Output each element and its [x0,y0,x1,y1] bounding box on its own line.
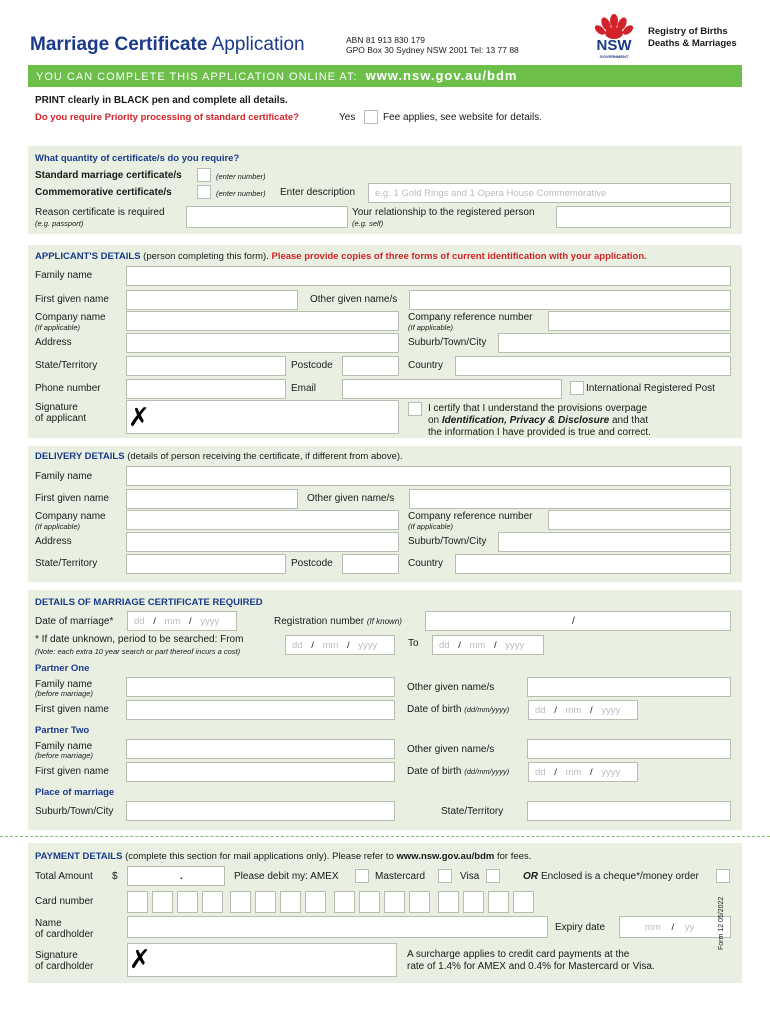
card-number-label: Card number [35,896,94,907]
reason-input[interactable] [186,206,348,228]
delivery-address-input[interactable] [126,532,399,552]
place-suburb-input[interactable] [126,801,395,821]
partner-two-dob-format: (dd/mm/yyyy) [464,767,510,776]
expiry-yy: yy [684,922,695,933]
partner-one-dob-placeholder [535,705,620,717]
form-title-bold: Marriage Certificate [30,34,208,55]
total-amount-input[interactable] [127,866,225,886]
cardholder-signature-cross-icon: ✗ [129,945,151,975]
partner-two-other-names-input[interactable] [527,739,731,759]
delivery-first-name-label: First given name [35,493,109,504]
card-digit-2[interactable] [152,891,173,913]
applicant-company-ref-input[interactable] [548,311,731,331]
nsw-logo-text: NSW [596,37,632,54]
partner-one-dob-format: (dd/mm/yyyy) [464,705,510,714]
card-digit-11[interactable] [384,891,405,913]
payment-heading-title: PAYMENT DETAILS [35,851,123,862]
registry-line-2: Deaths & Marriages [648,38,737,49]
date-of-marriage-label: Date of marriage* [35,616,114,627]
cardholder-signature-label-2: of cardholder [35,961,94,972]
applicant-postcode-label: Postcode [291,360,333,371]
applicant-state-label: State/Territory [35,360,98,371]
delivery-company-ref-if-applicable: (If applicable) [408,522,454,531]
applicant-heading [35,251,647,263]
from-slash-1: / [311,640,314,651]
card-digit-13[interactable] [438,891,459,913]
registry-name [648,26,737,50]
delivery-country-input[interactable] [455,554,731,574]
online-banner-text: YOU CAN COMPLETE THIS APPLICATION ONLINE AT: [36,71,358,83]
certify-line-1: I certify that I understand the provisions overpage [428,403,648,414]
applicant-company-label: Company name [35,312,106,323]
payment-heading-end: for fees. [496,851,532,862]
p1-slash-2: / [589,705,593,716]
surcharge-note-1: A surcharge applies to credit card payments at the [407,949,630,960]
delivery-state-input[interactable] [126,554,286,574]
certify-line-2 [428,415,648,427]
p1-dd: dd [535,705,546,716]
partner-one-first-name-label: First given name [35,704,109,715]
place-heading: Place of marriage [35,787,115,798]
card-digit-12[interactable] [409,891,430,913]
applicant-company-ref-if-applicable: (If applicable) [408,323,454,332]
p2-slash-2: / [589,767,593,778]
dollar-sign: $ [112,871,118,882]
applicant-suburb-input[interactable] [498,333,731,353]
registry-line-1: Registry of Births [648,26,728,37]
card-digit-10[interactable] [359,891,380,913]
partner-two-first-name-label: First given name [35,766,109,777]
partner-one-other-names-input[interactable] [527,677,731,697]
place-state-input[interactable] [527,801,731,821]
partner-two-dob-label [407,766,509,778]
period-note: (Note: each extra 10 year search or part thereof incurs a cost) [35,647,241,656]
delivery-company-ref-input[interactable] [548,510,731,530]
from-slash-2: / [346,640,350,651]
standard-certificate-label: Standard marriage certificate/s [35,170,182,181]
delivery-postcode-input[interactable] [342,554,399,574]
tear-line [0,836,770,837]
commemorative-quantity-input[interactable] [197,185,211,199]
registration-number-label [274,616,402,628]
applicant-company-input[interactable] [126,311,399,331]
delivery-family-name-input[interactable] [126,466,731,486]
place-suburb-label: Suburb/Town/City [35,806,114,817]
card-digit-4[interactable] [202,891,223,913]
from-mm: mm [322,640,339,651]
applicant-first-name-input[interactable] [126,290,298,310]
relationship-label: Your relationship to the registered person [352,207,535,218]
cardholder-name-input[interactable] [127,916,548,938]
applicant-postcode-input[interactable] [342,356,399,376]
marriage-heading: DETAILS OF MARRIAGE CERTIFICATE REQUIRED [35,597,263,608]
card-digit-1[interactable] [127,891,148,913]
card-number-digits [127,891,547,913]
applicant-email-label: Email [291,383,317,394]
amex-checkbox[interactable] [355,869,369,883]
partner-two-other-names-label: Other given name/s [407,744,495,755]
expiry-slash: / [671,922,675,933]
card-digit-16[interactable] [513,891,534,913]
priority-fee-note: Fee applies, see website for details. [383,112,542,123]
period-from-placeholder [292,640,377,652]
total-amount-label: Total Amount [35,871,93,882]
p2-yyyy: yyyy [601,767,621,778]
form-title-regular: Application [207,34,305,55]
delivery-company-ref-label: Company reference number [408,511,533,522]
online-banner-url[interactable]: www.nsw.gov.au/bdm [365,68,518,83]
registration-if-known: (If known) [366,617,402,626]
form-title [30,34,305,56]
applicant-country-label: Country [408,360,444,371]
card-digit-15[interactable] [488,891,509,913]
marriage-dd: dd [134,616,145,627]
relationship-example: (e.g. self) [352,219,384,228]
to-mm: mm [469,640,486,651]
marriage-mm: mm [164,616,181,627]
applicant-first-name-label: First given name [35,294,109,305]
partner-two-dob-placeholder [535,767,620,779]
card-digit-9[interactable] [334,891,355,913]
priority-question: Do you require Priority processing of standard certificate? [35,112,299,123]
period-label: * If date unknown, period to be searched: From [35,634,244,645]
surcharge-note-2: rate of 1.4% for AMEX and 0.4% for Mastercard or Visa. [407,961,655,972]
cardholder-name-label-2: of cardholder [35,929,94,940]
marriage-slash-1: / [153,616,156,627]
nsw-logo-sub: GOVERNMENT [599,54,629,59]
delivery-other-names-label: Other given name/s [307,493,395,504]
commemorative-description-placeholder: e.g. 1 Gold Rings and 1 Opera House Commemorative [375,188,607,199]
partner-two-family-label: Family name [35,741,93,752]
delivery-company-if-applicable: (If applicable) [35,522,81,531]
to-yyyy: yyyy [505,640,525,651]
p2-dd: dd [535,767,546,778]
commemorative-certificate-label: Commemorative certificate/s [35,187,172,198]
relationship-input[interactable] [556,206,731,228]
applicant-family-name-label: Family name [35,270,93,281]
certify-line-2-emphasis: Identification, Privacy & Disclosure [441,415,610,426]
visa-checkbox[interactable] [486,869,500,883]
delivery-address-label: Address [35,536,72,547]
partner-one-dob-text: Date of birth [407,704,462,715]
international-post-label: International Registered Post [586,383,715,394]
delivery-postcode-label: Postcode [291,558,333,569]
delivery-heading-title: DELIVERY DETAILS [35,451,125,462]
partner-two-first-name-input[interactable] [126,762,395,782]
partner-two-family-input[interactable] [126,739,395,759]
partner-one-first-name-input[interactable] [126,700,395,720]
expiry-label: Expiry date [555,922,606,933]
partner-one-before-marriage: (before marriage) [35,689,93,698]
delivery-suburb-label: Suburb/Town/City [408,536,487,547]
applicant-suburb-label: Suburb/Town/City [408,337,487,348]
card-digit-8[interactable] [305,891,326,913]
partner-one-family-input[interactable] [126,677,395,697]
registration-number-text: Registration number [274,616,365,627]
applicant-heading-note: (person completing this form). [143,251,269,262]
delivery-heading [35,451,403,463]
debit-label: Please debit my: AMEX [234,871,339,882]
certify-line-2-post: and that [609,415,649,426]
card-digit-5[interactable] [230,891,251,913]
applicant-signature-cross-icon: ✗ [128,403,150,433]
applicant-heading-warning: Please provide copies of three forms of current identification with your application. [271,251,647,262]
period-to-placeholder [439,640,524,652]
certify-line-2-pre: on [428,415,442,426]
delivery-state-label: State/Territory [35,558,98,569]
standard-enter-number: (enter number) [216,172,266,181]
to-slash-1: / [458,640,461,651]
applicant-signature-label-1: Signature [35,402,78,413]
delivery-suburb-input[interactable] [498,532,731,552]
print-note: PRINT clearly in BLACK pen and complete all details. [35,95,288,106]
registration-number-slash: / [572,616,575,627]
delivery-family-name-label: Family name [35,471,93,482]
date-of-marriage-placeholder [134,616,219,628]
partner-two-dob-text: Date of birth [407,766,462,777]
applicant-signature-label-2: of applicant [35,413,87,424]
delivery-country-label: Country [408,558,444,569]
nsw-logo [592,14,636,60]
visa-label: Visa [460,871,480,882]
from-yyyy: yyyy [358,640,378,651]
applicant-phone-label: Phone number [35,383,101,394]
payment-heading-note: (complete this section for mail applications only). Please refer to [125,851,394,862]
certify-line-3: the information I have provided is true and correct. [428,427,651,438]
card-digit-14[interactable] [463,891,484,913]
cardholder-signature-label-1: Signature [35,950,78,961]
p1-yyyy: yyyy [601,705,621,716]
applicant-signature-input[interactable] [126,400,399,434]
reason-example: (e.g. passport) [35,219,84,228]
delivery-first-name-input[interactable] [126,489,298,509]
payment-heading [35,851,531,863]
reason-label: Reason certificate is required [35,207,165,218]
partner-one-other-names-label: Other given name/s [407,682,495,693]
priority-yes-checkbox[interactable] [364,110,378,124]
period-to-label: To [408,638,419,649]
applicant-phone-input[interactable] [126,379,286,399]
applicant-country-input[interactable] [455,356,731,376]
partner-two-heading: Partner Two [35,725,90,736]
delivery-other-names-input[interactable] [409,489,731,509]
applicant-heading-title: APPLICANT'S DETAILS [35,251,141,262]
payment-heading-url[interactable]: www.nsw.gov.au/bdm [396,851,495,862]
delivery-company-input[interactable] [126,510,399,530]
delivery-heading-note: (details of person receiving the certificate, if different from above). [127,451,403,462]
applicant-company-ref-label: Company reference number [408,312,533,323]
card-digit-6[interactable] [255,891,276,913]
cheque-label: Enclosed is a cheque*/money order [541,871,699,882]
expiry-mm: mm [645,922,661,933]
online-banner [28,65,742,87]
enter-description-label: Enter description [280,187,356,198]
delivery-company-label: Company name [35,511,106,522]
mastercard-checkbox[interactable] [438,869,452,883]
from-dd: dd [292,640,303,651]
applicant-address-input[interactable] [126,333,399,353]
applicant-state-input[interactable] [126,356,286,376]
priority-yes-label: Yes [339,112,356,123]
international-post-checkbox[interactable] [570,381,584,395]
place-state-label: State/Territory [441,806,504,817]
applicant-company-if-applicable: (If applicable) [35,323,81,332]
p2-slash-1: / [554,767,557,778]
p1-slash-1: / [554,705,557,716]
quantity-question: What quantity of certificate/s do you require? [35,153,240,164]
p1-mm: mm [565,705,582,716]
partner-one-heading: Partner One [35,663,90,674]
partner-two-before-marriage: (before marriage) [35,751,93,760]
cardholder-name-label-1: Name [35,918,62,929]
partner-one-family-label: Family name [35,679,93,690]
mastercard-label: Mastercard [375,871,426,882]
registration-number-input[interactable] [425,611,731,631]
p2-mm: mm [565,767,582,778]
to-slash-2: / [493,640,497,651]
to-dd: dd [439,640,450,651]
card-digit-7[interactable] [280,891,301,913]
card-digit-3[interactable] [177,891,198,913]
certify-checkbox[interactable] [408,402,422,416]
standard-quantity-input[interactable] [197,168,211,182]
applicant-email-input[interactable] [342,379,562,399]
abn-text: ABN 81 913 830 179 [346,35,425,45]
applicant-address-label: Address [35,337,72,348]
partner-one-dob-label [407,704,509,716]
expiry-placeholder [645,922,694,934]
form-code: Form 12 05/2022 [718,896,725,950]
applicant-family-name-input[interactable] [126,266,731,286]
marriage-slash-2: / [188,616,192,627]
cardholder-signature-input[interactable] [127,943,397,977]
total-amount-decimal: . [180,871,183,882]
or-label: OR [523,871,538,882]
postal-address: GPO Box 30 Sydney NSW 2001 Tel: 13 77 88 [346,45,519,55]
marriage-yyyy: yyyy [200,616,220,627]
applicant-other-names-input[interactable] [409,290,731,310]
applicant-other-names-label: Other given name/s [310,294,398,305]
commemorative-enter-number: (enter number) [216,189,266,198]
